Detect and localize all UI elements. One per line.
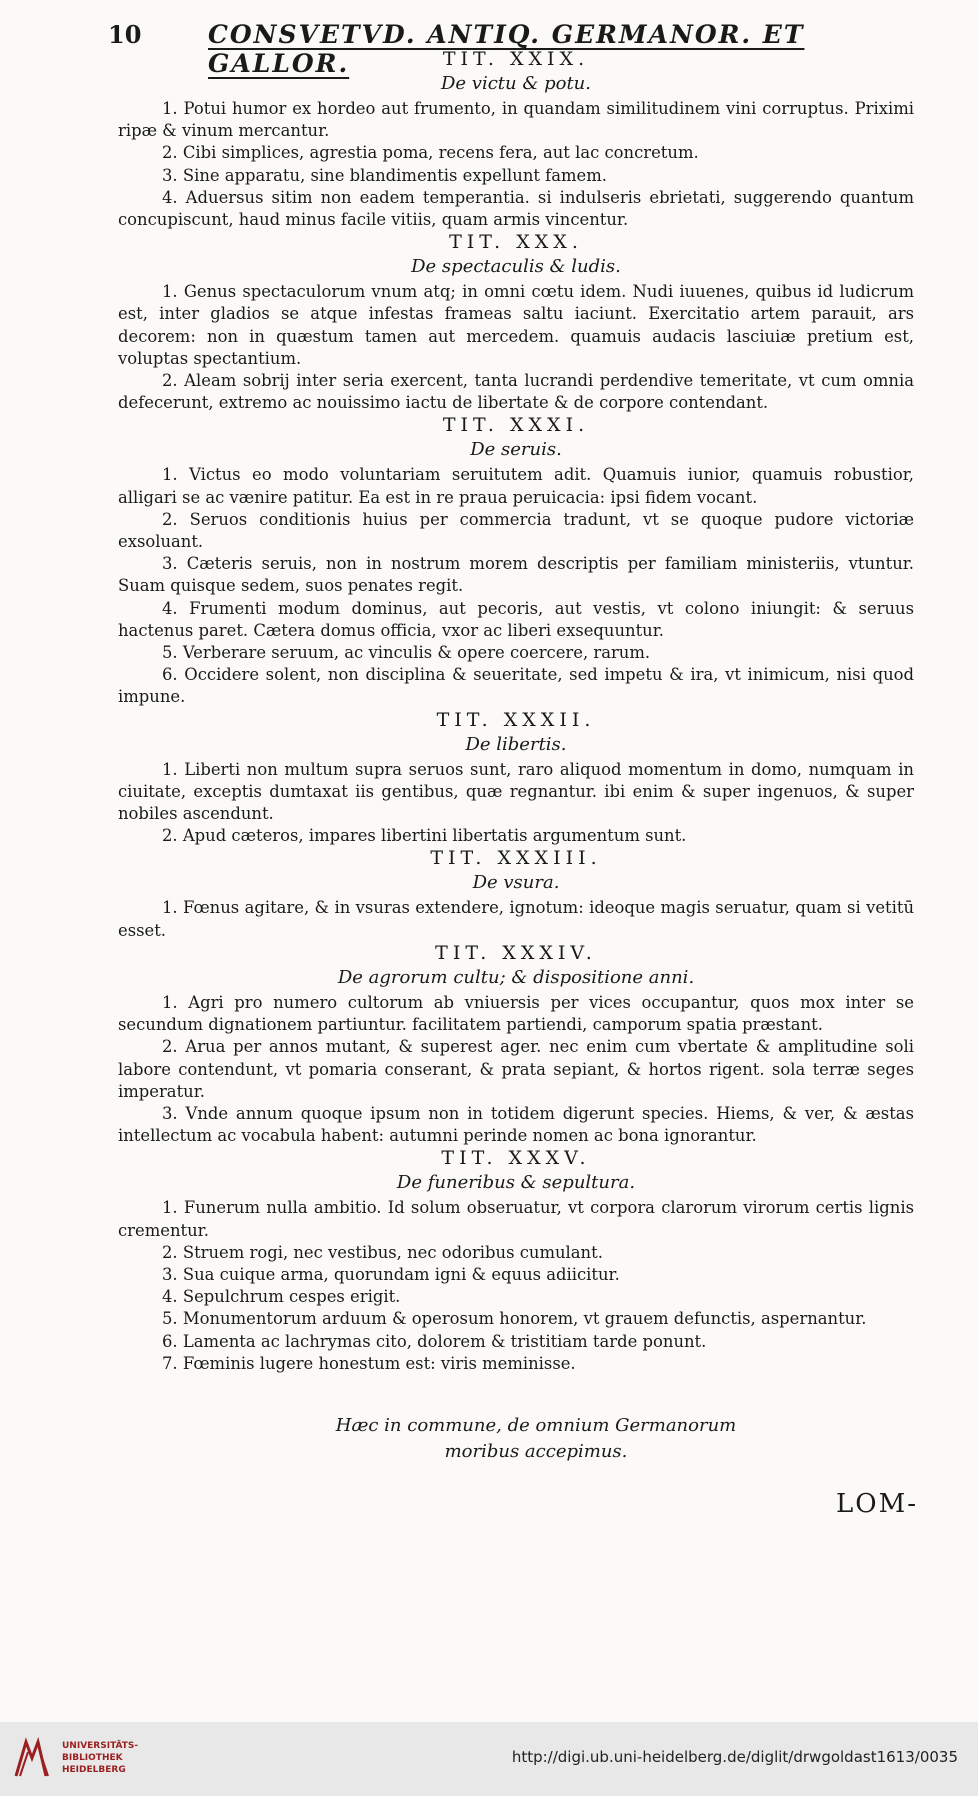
running-title: CONSVETVD. ANTIQ. GERMANOR. ET GALLOR. <box>208 20 805 78</box>
section-title: TIT. XXX. <box>449 231 583 254</box>
section-paragraph: 2. Seruos conditionis huius per commercia tradunt, vt se quoque pudore victoriæ exsoluant. <box>118 509 914 552</box>
university-logo-icon <box>12 1736 56 1780</box>
section-paragraph: 3. Vnde annum quoque ipsum non in totidem digerunt species. Hiems, & ver, & æstas intellectum ac vocabula habent: autumni perinde nomen ac bona ignorantur. <box>118 1103 914 1146</box>
library-name-line2: BIBLIOTHEK <box>62 1753 123 1763</box>
section-paragraph: 1. Liberti non multum supra seruos sunt, raro aliquod momentum in domo, numquam in ciuitate, exceptis dumtaxat iis gentibus, quæ regnantur. ibi enim & super ingenuos, & super nobiles ascendunt. <box>118 759 914 824</box>
section-paragraph: 3. Sua cuique arma, quorundam igni & equus adiicitur. <box>162 1264 620 1284</box>
section-paragraph: 2. Struem rogi, nec vestibus, nec odoribus cumulant. <box>162 1242 603 1262</box>
section-subtitle: De seruis. <box>470 439 562 461</box>
section-paragraph: 3. Cæteris seruis, non in nostrum morem descriptis per familiam ministeriis, vtuntur. Suam quisque sedem, suos penates regit. <box>118 554 914 596</box>
library-name-line1: UNIVERSITÄTS- <box>62 1741 139 1751</box>
page-body <box>118 48 914 1465</box>
section-title: TIT. XXXIV. <box>435 941 597 964</box>
section-paragraph: 1. Fœnus agitare, & in vsuras extendere, ignotum: ideoque magis seruatur, quam si vetitū esset. <box>118 898 914 940</box>
section-paragraph: 1. Agri pro numero cultorum ab vniuersis per vices occupantur, quos mox inter se secundum dignationem partiuntur. facilitatem partiendi, camporum spatia præstant. <box>118 992 914 1035</box>
section-paragraph: 2. Aleam sobrij inter seria exercent, tanta lucrandi perdendive temeritate, vt cum omnia defecerunt, extremo ac nouissimo iactu de libertate & de corpore contendant. <box>118 371 914 413</box>
section-title: TIT. XXXII. <box>436 708 596 731</box>
section-subtitle: De libertis. <box>465 733 567 755</box>
closing-line-2: moribus accepimus. <box>444 1440 628 1462</box>
section-paragraph: 4. Sepulchrum cespes erigit. <box>162 1287 401 1307</box>
section-paragraph: 1. Genus spectaculorum vnum atq; in omni cœtu idem. Nudi iuuenes, quibus id ludicrum est, inter gladios se atque infestas frameas saltu iaciunt. Exercitatio artem parauit, ars decorem: non in quæstum tamen aut mercedem. quamuis audacis lasciuiæ pretium est, voluptas spectantium. <box>118 282 914 368</box>
section-paragraph: 1. Funerum nulla ambitio. Id solum obseruatur, vt corpora clarorum virorum certis lignis crementur. <box>118 1198 914 1240</box>
section-paragraph: 3. Sine apparatu, sine blandimentis expellunt famem. <box>162 165 608 185</box>
section-title: TIT. XXXI. <box>442 414 590 437</box>
section-paragraph: 5. Monumentorum arduum & operosum honorem, vt grauem defunctis, aspernantur. <box>162 1309 867 1329</box>
page-number: 10 <box>108 20 142 49</box>
section-paragraph: 1. Victus eo modo voluntariam seruitutem adit. Quamuis iunior, quamuis robustior, alligari se ac vænire patitur. Ea est in re praua peruicacia: ipsi fidem vocant. <box>118 465 914 507</box>
section-subtitle: De vsura. <box>472 872 560 894</box>
section-paragraph: 2. Apud cæteros, impares libertini libertatis argumentum sunt. <box>162 826 687 846</box>
section-paragraph: 1. Potui humor ex hordeo aut frumento, in quandam similitudinem vini corruptus. Priximi ripæ & vinum mercantur. <box>118 99 914 141</box>
closing-line-1: Hæc in commune, de omnium Germanorum <box>335 1414 737 1436</box>
section-paragraph: 7. Fœminis lugere honestum est: viris meminisse. <box>162 1353 576 1373</box>
section-subtitle: De funeribus & sepultura. <box>396 1172 636 1194</box>
section-paragraph: 6. Occidere solent, non disciplina & seueritate, sed impetu & ira, vt inimicum, nisi quod impune. <box>118 665 914 707</box>
section-subtitle: De agrorum cultu; & dispositione anni. <box>337 966 695 988</box>
section-title: TIT. XXXIII. <box>430 847 602 870</box>
library-name <box>62 1740 138 1776</box>
section-subtitle: De spectaculis & ludis. <box>411 256 621 278</box>
section-paragraph: 5. Verberare seruum, ac vinculis & opere coercere, rarum. <box>162 643 651 663</box>
permalink-url[interactable]: http://digi.ub.uni-heidelberg.de/diglit/drwgoldast1613/0035 <box>511 1748 958 1766</box>
viewer-footer <box>0 1722 978 1796</box>
section-paragraph: 4. Frumenti modum dominus, aut pecoris, aut vestis, vt colono iniungit: & seruus hactenus paret. Cætera domus officia, vxor ac liberi exsequuntur. <box>118 598 914 640</box>
section-subtitle: De victu & potu. <box>440 73 591 94</box>
section-paragraph: 4. Aduersus sitim non eadem temperantia. si indulseris ebrietati, suggerendo quantum concupiscunt, haud minus facile vitiis, quam armis vincentur. <box>118 187 914 230</box>
section-title: TIT. XXIX. <box>442 48 590 70</box>
section-title: TIT. XXXV. <box>441 1147 591 1170</box>
section-paragraph: 2. Cibi simplices, agrestia poma, recens fera, aut lac concretum. <box>162 143 699 163</box>
closing-note <box>158 1413 914 1465</box>
section-paragraph: 2. Arua per annos mutant, & superest ager. nec enim cum vbertate & amplitudine soli labore contendunt, vt pomaria conserant, & prata sepiant, & hortos rigent. sola terræ seges imperatur. <box>118 1037 914 1101</box>
catchword: LOM- <box>836 1489 918 1519</box>
section-paragraph: 6. Lamenta ac lachrymas cito, dolorem & tristitiam tarde ponunt. <box>162 1331 707 1351</box>
library-name-line3: HEIDELBERG <box>62 1765 126 1775</box>
